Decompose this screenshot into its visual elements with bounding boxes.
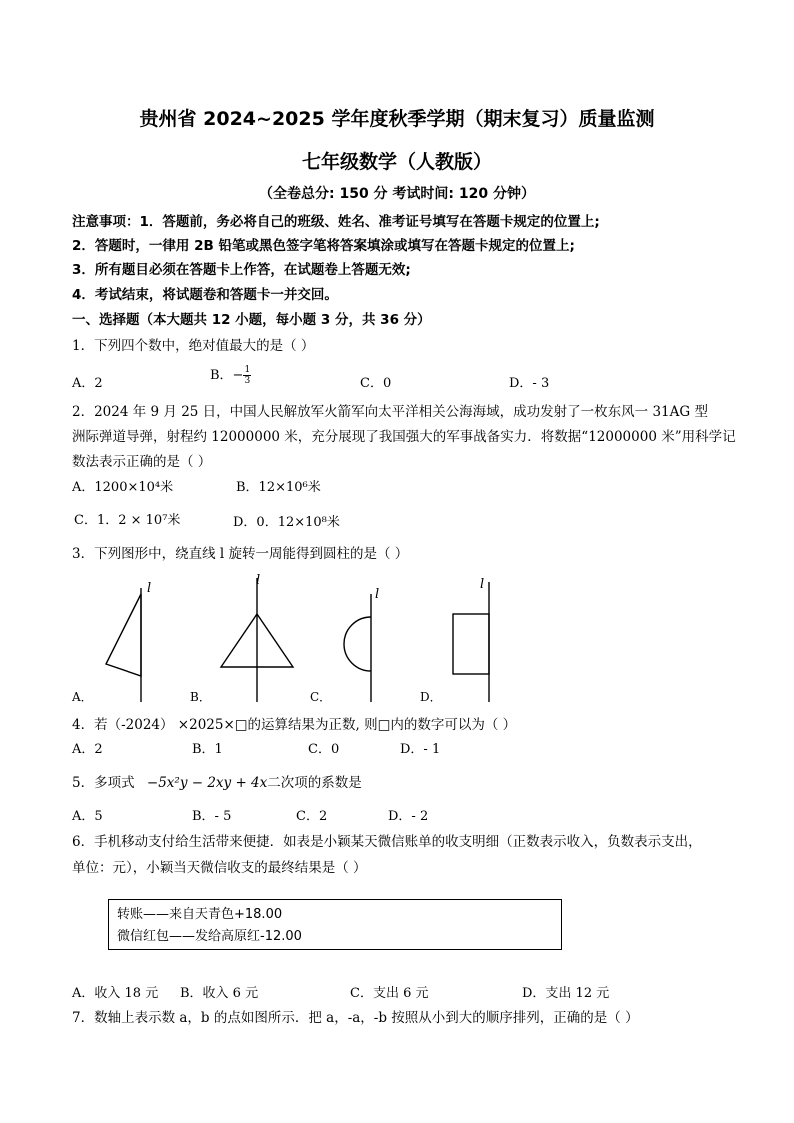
q4-option-d: D．- 1 (400, 742, 441, 757)
fig-d-axis-label: l (480, 577, 485, 592)
note-3: 3．所有题目必须在答题卡上作答，在试题卷上答题无效; (72, 262, 411, 278)
q3-option-d: D． (420, 690, 442, 704)
q2-option-b: B．12×10⁶米 (236, 480, 321, 495)
q2-line-2: 洲际弹道导弹，射程约 12000000 米，充分展现了我国强大的军事战备实力．将数据“12000000 米”用科学记 (72, 429, 736, 445)
q5-option-b: B．- 5 (192, 809, 232, 824)
q2-option-c: C．1．2 × 10⁷米 (74, 513, 181, 528)
q2-line-3: 数法表示正确的是（ ） (72, 454, 212, 470)
q6-option-d: D．支出 12 元 (522, 986, 610, 1001)
q3-figures-svg (64, 574, 544, 706)
fig-a-triangle (106, 594, 141, 676)
q2-option-a: A．1200×10⁴米 (72, 480, 174, 495)
q5-option-d: D．- 2 (388, 809, 429, 824)
q5-option-a: A．5 (72, 809, 103, 824)
q3-option-b: B． (190, 690, 211, 704)
q5-expression: −5x²y − 2xy + 4x (146, 775, 268, 791)
note-2: 2．答题时，一律用 2B 铅笔或黑色签字笔将答案填涂或填写在答题卡规定的位置上; (72, 238, 575, 254)
q1-stem: 1．下列四个数中，绝对值最大的是（ ） (72, 338, 315, 354)
note-4: 4．考试结束，将试题卷和答题卡一并交回。 (72, 287, 338, 303)
q1-option-b-denominator: 3 (244, 376, 251, 386)
bill-row-transfer: 转账——来自天青色+18.00 (117, 907, 283, 922)
bill-row-red-packet: 微信红包——发给高原红-12.00 (117, 929, 302, 944)
q6-line-1: 6．手机移动支付给生活带来便捷．如表是小颖某天微信账单的收支明细（正数表示收入，负数表示支出， (72, 834, 702, 850)
q3-option-a: A． (72, 690, 93, 704)
fig-b-axis-label: l (256, 574, 261, 588)
q1-option-b-fraction (243, 365, 251, 386)
exam-meta: （全卷总分: 150 分 考试时间: 120 分钟） (258, 186, 535, 202)
wechat-bill-table (108, 899, 562, 950)
q1-option-a: A．2 (72, 376, 103, 391)
q4-option-c: C．0 (308, 742, 340, 757)
fig-c-axis-label: l (375, 587, 380, 602)
q5-option-c: C．2 (296, 809, 328, 824)
exam-subtitle: 七年级数学（人教版） (301, 151, 492, 173)
q2-option-d: D．0．12×10⁸米 (233, 515, 340, 530)
section-heading: 一、选择题（本大题共 12 小题，每小题 3 分，共 36 分） (72, 312, 431, 328)
note-1: 注意事项：1．答题前，务必将自己的班级、姓名、准考证号填写在答题卡规定的位置上; (72, 214, 600, 230)
q1-option-c: C．0 (360, 376, 392, 391)
q4-option-a: A．2 (72, 742, 103, 757)
q6-option-b: B．收入 6 元 (180, 986, 259, 1001)
q2-line-1: 2．2024 年 9 月 25 日，中国人民解放军火箭军向太平洋相关公海海域，成功发射了一枚东风一 31AG 型 (72, 404, 708, 420)
q1-option-b (210, 364, 251, 386)
q3-stem: 3．下列图形中，绕直线 l 旋转一周能得到圆柱的是（ ） (72, 546, 409, 562)
q1-option-d: D．- 3 (509, 376, 550, 391)
q7-stem: 7．数轴上表示数 a，b 的点如图所示．把 a，-a，-b 按照从小到大的顺序排列，正确的是（ ） (72, 1010, 639, 1026)
fig-a-axis-label: l (147, 581, 152, 596)
q6-option-c: C．支出 6 元 (350, 986, 429, 1001)
q1-option-b-prefix: B．− (210, 368, 244, 383)
exam-title: 贵州省 2024~2025 学年度秋季学期（期末复习）质量监测 (139, 108, 655, 130)
q4-option-b: B．1 (192, 742, 223, 757)
fig-c-semicircle (344, 617, 371, 671)
q3-figures (64, 574, 544, 706)
q4-stem: 4．若（-2024） ×2025×□的运算结果为正数, 则□内的数字可以为（ ） (72, 717, 517, 733)
q5-prefix: 5．多项式 (72, 775, 135, 791)
q1-option-b-numerator: 1 (244, 365, 251, 375)
q6-option-a: A．收入 18 元 (72, 986, 159, 1001)
q5-stem (72, 771, 362, 791)
q3-option-c: C． (310, 690, 332, 704)
q6-line-2: 单位：元），小颖当天微信收支的最终结果是（ ） (72, 860, 367, 876)
fig-d-rectangle (453, 614, 489, 674)
q5-suffix: 二次项的系数是 (267, 775, 362, 791)
